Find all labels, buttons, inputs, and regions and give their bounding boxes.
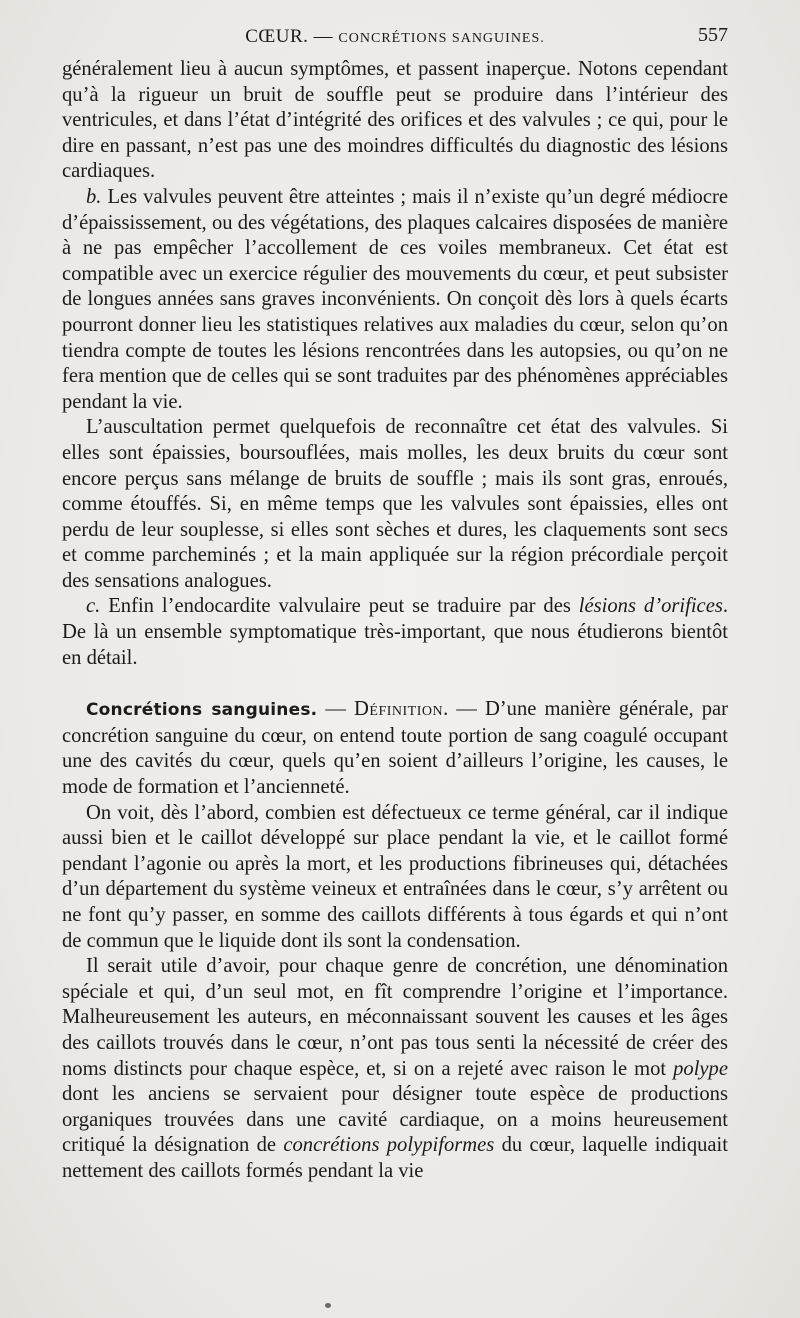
ink-speck bbox=[325, 1303, 331, 1308]
running-title-sub: CONCRÉTIONS SANGUINES. bbox=[338, 31, 545, 46]
emphasis-polype: polype bbox=[673, 1057, 728, 1080]
paragraph-text: dont les anciens se servaient pour désigner toute espèce de productions organiques trouvées dans une cavité cardiaque, on a moins heureusement critiqué la désignation de bbox=[62, 1083, 728, 1157]
paragraph-text: Il serait utile d’avoir, pour chaque genre de concrétion, une dénomination spéciale et qui, d’un seul mot, en fît comprendre l’origine et l’importance. Malheureusement les auteurs, en méconnaissant souvent les causes et les âges des caillots trouvés dans le cœur, n’ont pas tous senti la nécessité de créer des noms distincts pour chaque espèce, et, si on a rejeté avec raison le mot bbox=[62, 955, 728, 1080]
paragraph-b bbox=[62, 185, 728, 415]
paragraph-c bbox=[62, 594, 728, 671]
running-title bbox=[62, 26, 728, 48]
definition-label: Définition bbox=[354, 698, 444, 721]
list-label-b: b. bbox=[86, 185, 102, 208]
paragraph-text: L’auscultation permet quelquefois de reconnaître cet état des valvules. Si elles sont épaissies, boursouflées, mais molles, les deux bruits du cœur sont encore perçus sans mélange de bruits de souffle ; mais ils sont gras, enroués, comme étouffés. Si, en même temps que les valvules sont épaissies, elles ont perdu de leur souplesse, si elles sont sèches et dures, les claquements sont secs et comme parcheminés ; et la main appliquée sur la région précordiale perçoit des sensations analogues. bbox=[62, 416, 728, 592]
heading-dash: . — bbox=[443, 698, 485, 721]
paragraph-text: . De là un ensemble symptomatique très-important, que nous étudierons bientôt en détail. bbox=[62, 595, 728, 669]
paragraph-continuation bbox=[62, 57, 728, 185]
emphasis-lesions-orifices: lésions d’orifices bbox=[578, 595, 723, 618]
running-head bbox=[62, 22, 728, 52]
list-label-c: c. bbox=[86, 595, 101, 618]
paragraph-text: Les valvules peuvent être atteintes ; mais il n’existe qu’un degré médiocre d’épaississement, ou des végétations, des plaques calcaires disposées de manière à ne pas empêcher l’accollement de ces voiles membraneux. Cet état est compatible avec un exercice régulier des mouvements du cœur, et peut subsister de longues années sans graves inconvénients. On conçoit dès lors à quels écarts pourront donner lieu les statistiques relatives aux maladies du cœur, selon qu’on tiendra compte de toutes les lésions rencontrées dans les autopsies, ou qu’on ne fera mention que de celles qui se sont traduites par des phénomènes appréciables pendant la vie. bbox=[62, 185, 728, 413]
running-title-separator: — bbox=[308, 26, 339, 47]
paragraph-on-voit bbox=[62, 801, 728, 955]
heading-dash: — bbox=[317, 698, 355, 721]
paragraph-text: D’une manière générale, par concrétion sanguine du cœur, on entend toute portion de sang coagulé occupant une des cavités du cœur, quels qu’en soient d’ailleurs l’origine, les causes, le mode de formation et l’ancienneté. bbox=[62, 698, 729, 799]
paragraph-text: On voit, dès l’abord, combien est défectueux ce terme général, car il indique aussi bien et le caillot développé sur place pendant la vie, et le caillot formé pendant l’agonie ou après la mort, et les productions fibrineuses qui, détachées d’un département du système veineux et entraînées dans le cœur, s’y arrêtent ou ne font qu’y passer, en somme des caillots différents à tous égards et qui n’ont de commun que le liquide dont ils sont la condensation. bbox=[62, 801, 728, 952]
paragraph-auscultation bbox=[62, 415, 728, 594]
page-number: 557 bbox=[698, 24, 728, 46]
paragraph-text: généralement lieu à aucun symptômes, et passent inaperçue. Notons cependant qu’à la rigueur un bruit de souffle peut se produire dans l’intérieur des ventricules, et dans l’état d’intégrité des orifices et des valvules ; ce qui, pour le dire en passant, n’est pas une des moindres difficultés du diagnostic des lésions cardiaques. bbox=[62, 58, 728, 183]
running-title-main: CŒUR. bbox=[245, 26, 309, 47]
paragraph-text: Enfin l’endocardite valvulaire peut se traduire par des bbox=[100, 595, 579, 618]
emphasis-concretions-polypiformes: concrétions polypiformes bbox=[283, 1134, 495, 1157]
paragraph-il-serait bbox=[62, 954, 728, 1184]
body-text bbox=[62, 57, 728, 1185]
section-concretions bbox=[62, 697, 728, 800]
paragraph-text: du cœur, laquelle indiquait nettement des caillots formés pendant la vie bbox=[62, 1134, 728, 1182]
section-heading: Concrétions sanguines. bbox=[86, 700, 318, 721]
